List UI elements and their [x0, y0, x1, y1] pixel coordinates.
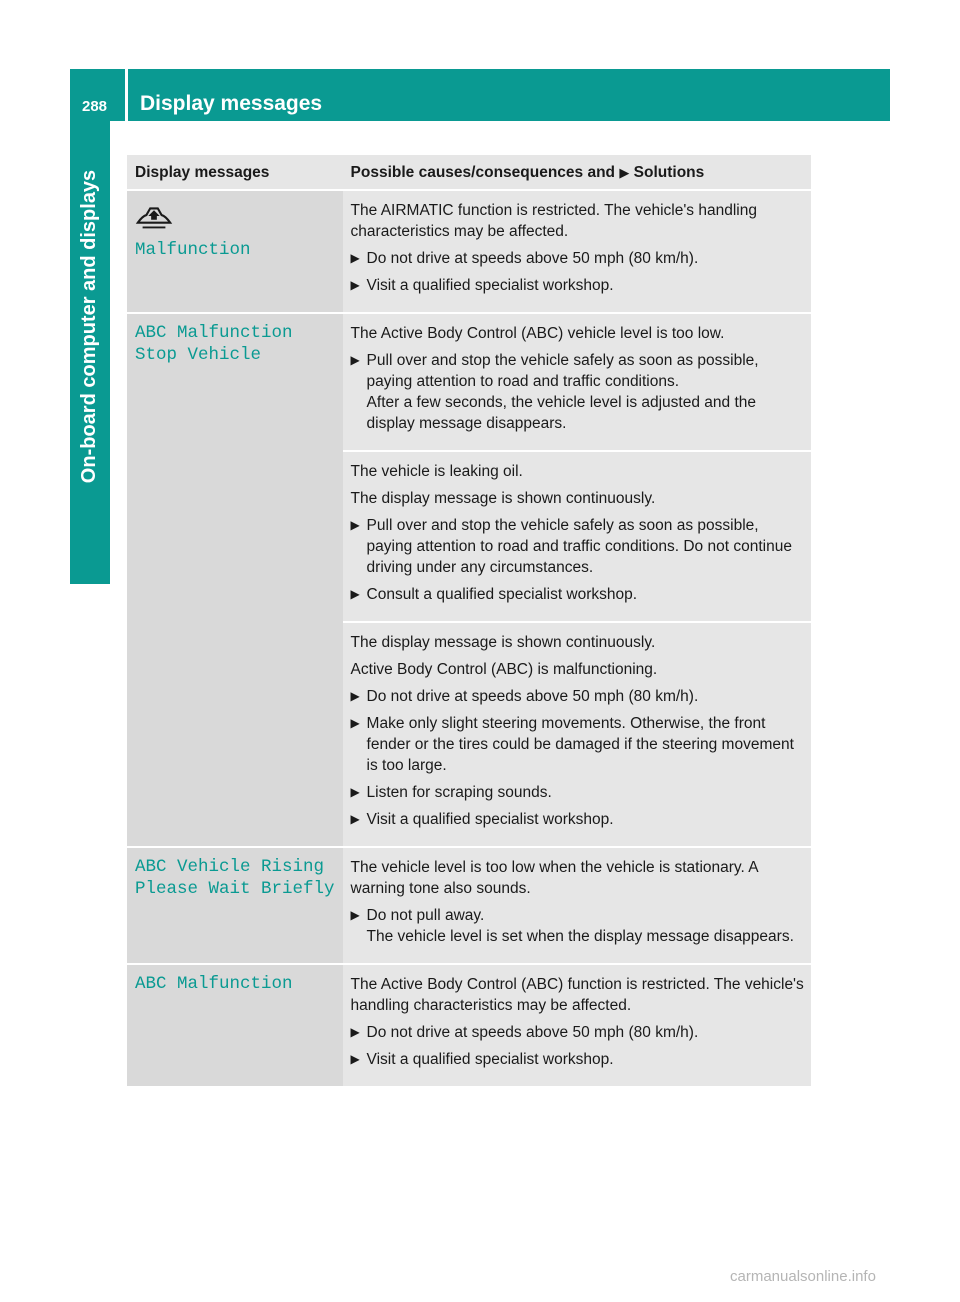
triangle-right-icon: ▶ [350, 908, 360, 922]
page-header [70, 69, 890, 121]
step-text: Pull over and stop the vehicle safely as soon as possible, paying attention to road and traffic conditions. Do not continue driving under any circumstances. [366, 517, 792, 576]
side-tab-label: On-board computer and displays [78, 169, 101, 483]
solution-step [351, 809, 805, 830]
cause-text: The Active Body Control (ABC) vehicle level is too low. [350, 325, 725, 342]
step-text-wrap [367, 713, 805, 776]
solution-step [351, 584, 805, 605]
solution-step [351, 515, 805, 578]
step-text: Visit a qualified specialist workshop. [366, 811, 614, 828]
col-header-messages: Display messages [127, 155, 343, 191]
triangle-right-icon: ▶ [350, 1025, 360, 1039]
page-number: 288 [70, 69, 125, 121]
triangle-right-icon: ▶ [350, 1052, 360, 1066]
solution-cell [343, 965, 811, 1088]
step-text: Visit a qualified specialist workshop. [366, 277, 614, 294]
solution-step [351, 1022, 805, 1043]
cause-text: The vehicle is leaking oil. [350, 463, 523, 480]
col-header-solutions-suffix: Solutions [633, 163, 705, 181]
table-row [127, 965, 811, 1088]
cause-text: The AIRMATIC function is restricted. The vehicle's handling characteristics may be affected. [350, 202, 757, 240]
table-row [127, 191, 811, 314]
triangle-right-icon: ▶ [350, 812, 360, 826]
solution-cell [343, 452, 811, 623]
triangle-right-icon: ▶ [350, 689, 360, 703]
triangle-right-icon: ▶ [619, 164, 630, 180]
step-text: Make only slight steering movements. Otherwise, the front fender or the tires could be damaged if the steering movement is too large. [366, 715, 794, 774]
footer-watermark: carmanualsonline.info [730, 1268, 876, 1285]
step-text-wrap [367, 1049, 805, 1070]
page-title: Display messages [128, 69, 890, 121]
step-text-wrap [367, 584, 805, 605]
cause-text: Active Body Control (ABC) is malfunctioning. [350, 661, 658, 678]
step-text-wrap [367, 905, 805, 947]
step-text-wrap [367, 515, 805, 578]
step-note: After a few seconds, the vehicle level is adjusted and the display message disappears. [366, 394, 756, 432]
solution-cell [343, 848, 811, 965]
step-text: Do not drive at speeds above 50 mph (80 km/h). [366, 1024, 699, 1041]
solution-cell [343, 623, 811, 848]
step-text-wrap [367, 248, 805, 269]
solution-step [351, 248, 805, 269]
triangle-right-icon: ▶ [350, 785, 360, 799]
triangle-right-icon: ▶ [350, 518, 360, 532]
step-text: Do not drive at speeds above 50 mph (80 km/h). [366, 250, 699, 267]
message-cell [127, 965, 343, 1088]
airmatic-vehicle-icon [135, 199, 179, 235]
message-cell [127, 191, 343, 314]
step-text-wrap [367, 275, 805, 296]
side-tab-label-wrap [70, 121, 110, 531]
cause-text: The display message is shown continuously. [350, 634, 656, 651]
triangle-right-icon: ▶ [350, 278, 360, 292]
cause-text: The Active Body Control (ABC) function is restricted. The vehicle's handling characteristics may be affected. [350, 976, 804, 1014]
solution-step [351, 1049, 805, 1070]
solution-step [351, 350, 805, 434]
cause-text: The display message is shown continuously. [350, 490, 656, 507]
step-note: The vehicle level is set when the display message disappears. [366, 928, 794, 945]
message-cell [127, 848, 343, 965]
step-text-wrap [367, 350, 805, 434]
solution-step [351, 782, 805, 803]
display-message-text: ABC Vehicle Rising Please Wait Briefly [135, 857, 335, 899]
step-text: Visit a qualified specialist workshop. [366, 1051, 614, 1068]
table-header-row [127, 155, 811, 191]
step-text: Listen for scraping sounds. [366, 784, 552, 801]
display-message-text: ABC Malfunction [135, 974, 293, 994]
triangle-right-icon: ▶ [350, 353, 360, 367]
step-text: Do not pull away. [366, 907, 485, 924]
triangle-right-icon: ▶ [350, 587, 360, 601]
triangle-right-icon: ▶ [350, 716, 360, 730]
table-row [127, 848, 811, 965]
step-text: Pull over and stop the vehicle safely as soon as possible, paying attention to road and traffic conditions. [366, 352, 759, 390]
table-row [127, 314, 811, 452]
solution-step [351, 905, 805, 947]
triangle-right-icon: ▶ [350, 251, 360, 265]
display-message-text: Malfunction [135, 240, 251, 260]
step-text-wrap [367, 809, 805, 830]
col-header-solutions-prefix: Possible causes/consequences and [350, 163, 616, 181]
display-messages-table [127, 155, 811, 1088]
col-header-solutions [343, 155, 811, 191]
step-text-wrap [367, 782, 805, 803]
solution-step [351, 686, 805, 707]
step-text: Do not drive at speeds above 50 mph (80 km/h). [366, 688, 699, 705]
message-cell [127, 314, 343, 848]
solution-step [351, 275, 805, 296]
step-text-wrap [367, 686, 805, 707]
solution-cell [343, 314, 811, 452]
step-text: Consult a qualified specialist workshop. [366, 586, 638, 603]
cause-text: The vehicle level is too low when the vehicle is stationary. A warning tone also sounds. [350, 859, 758, 897]
solution-step [351, 713, 805, 776]
solution-cell [343, 191, 811, 314]
step-text-wrap [367, 1022, 805, 1043]
display-message-text: ABC Malfunction Stop Vehicle [135, 323, 293, 365]
